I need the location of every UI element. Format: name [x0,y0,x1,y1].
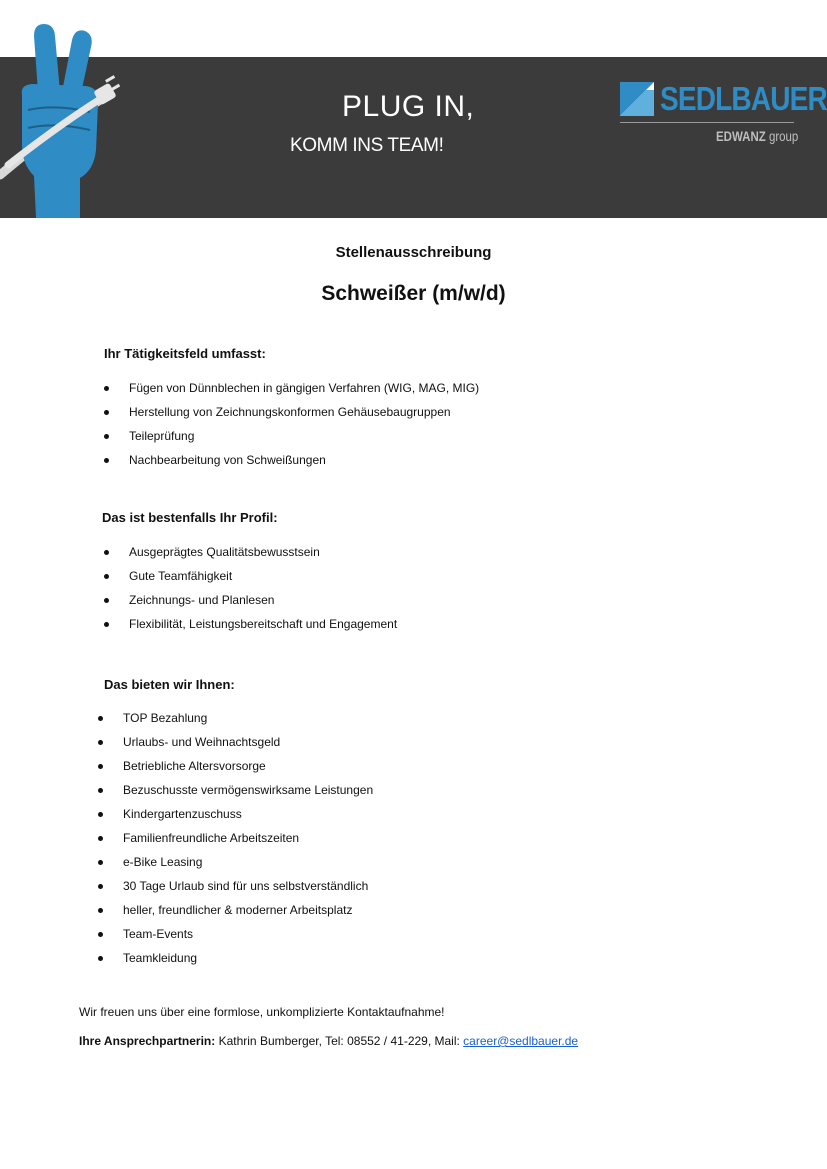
peace-hand-plug-icon [0,0,140,218]
bullet-icon [98,956,103,961]
bullet-icon [98,788,103,793]
document-title: Schweißer (m/w/d) [321,282,506,305]
document-kicker: Stellenausschreibung [335,244,492,261]
logo-name: SEDLBAUER [660,80,827,117]
bullet-icon [104,598,109,603]
list-item: Zeichnungs- und Planlesen [104,588,397,612]
bullet-icon [104,434,109,439]
list-item: Betriebliche Altersvorsorge [98,754,373,778]
list-item: e-Bike Leasing [98,850,373,874]
company-logo [620,80,827,148]
bullet-icon [98,908,103,913]
list-item: TOP Bezahlung [98,706,373,730]
bullet-icon [104,550,109,555]
logo-group-name: EDWANZ [716,128,766,144]
list-item: Gute Teamfähigkeit [104,564,397,588]
duties-list [104,376,479,472]
bullet-icon [98,716,103,721]
bullet-icon [98,812,103,817]
bullet-icon [98,836,103,841]
list-item: Fügen von Dünnblechen in gängigen Verfahren (WIG, MAG, MIG) [104,376,479,400]
list-item: Familienfreundliche Arbeitszeiten [98,826,373,850]
logo-group [716,128,798,144]
profile-list [104,540,397,636]
list-item: Team-Events [98,922,373,946]
bullet-icon [98,932,103,937]
logo-divider [620,122,794,123]
contact-label: Ihre Ansprechpartnerin: [79,1034,216,1048]
section-heading-duties: Ihr Tätigkeitsfeld umfasst: [104,346,266,361]
closing-text: Wir freuen uns über eine formlose, unkomplizierte Kontaktaufnahme! [79,1005,445,1019]
section-heading-profile: Das ist bestenfalls Ihr Profil: [102,510,278,525]
contact-details: Kathrin Bumberger, Tel: 08552 / 41-229, Mail: [215,1034,464,1048]
bullet-icon [104,458,109,463]
contact-email-link[interactable]: career@sedlbauer.de [463,1034,579,1048]
list-item: 30 Tage Urlaub sind für uns selbstverständlich [98,874,373,898]
list-item: Teamkleidung [98,946,373,970]
bullet-icon [98,740,103,745]
list-item: Teileprüfung [104,424,479,448]
list-item: Kindergartenzuschuss [98,802,373,826]
contact-line [79,1034,578,1048]
headline-line2: KOMM INS TEAM! [290,135,444,156]
list-item: Urlaubs- und Weihnachtsgeld [98,730,373,754]
bullet-icon [98,884,103,889]
bullet-icon [104,574,109,579]
list-item: Ausgeprägtes Qualitätsbewusstsein [104,540,397,564]
bullet-icon [98,860,103,865]
list-item: Flexibilität, Leistungsbereitschaft und Engagement [104,612,397,636]
logo-group-suffix: group [768,128,799,144]
bullet-icon [104,386,109,391]
logo-mark-icon [620,82,654,116]
list-item: Nachbearbeitung von Schweißungen [104,448,479,472]
bullet-icon [104,410,109,415]
bullet-icon [98,764,103,769]
headline-line1: PLUG IN, [342,90,475,123]
list-item: Bezuschusste vermögenswirksame Leistungen [98,778,373,802]
benefits-list [98,706,373,970]
list-item: heller, freundlicher & moderner Arbeitsplatz [98,898,373,922]
bullet-icon [104,622,109,627]
list-item: Herstellung von Zeichnungskonformen Gehäusebaugruppen [104,400,479,424]
section-heading-benefits: Das bieten wir Ihnen: [104,677,235,692]
